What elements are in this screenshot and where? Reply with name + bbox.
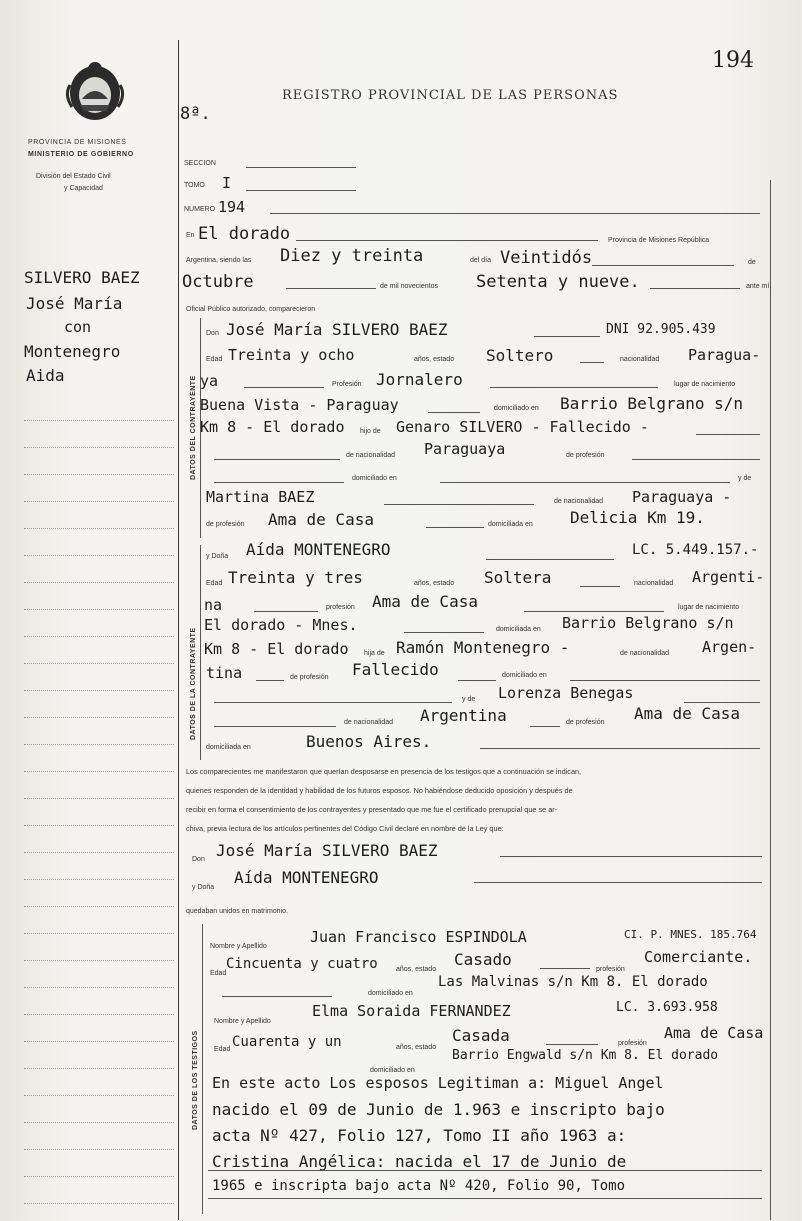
legitimacion-line-3: acta Nº 427, Folio 127, Tomo II año 1963 a:: [212, 1126, 627, 1145]
stub-line: [24, 744, 174, 745]
statement-don-label: Don: [192, 856, 205, 863]
f-madre-nac-line-a: [214, 726, 336, 727]
stub-line: [24, 987, 174, 988]
mes-value: Octubre: [182, 272, 254, 292]
lugar-line: [296, 240, 598, 241]
contrayente-nac-b: ya: [200, 372, 219, 390]
contrayente-f-bracket: [200, 545, 201, 760]
stub-line: [24, 771, 174, 772]
statement-dona-label: y Doña: [192, 884, 215, 891]
f-y-de-label: y de: [462, 696, 476, 703]
don-line: [534, 336, 600, 337]
t1-doc: CI. P. MNES. 185.764: [624, 928, 757, 941]
contrayente-f-profesion: Ama de Casa: [372, 592, 478, 611]
t1-nombre-label: Nombre y Apellido: [210, 943, 267, 950]
right-border: [770, 180, 771, 1220]
f-edad-label: Edad: [206, 580, 223, 587]
stub-line: [24, 717, 174, 718]
madre-line: [384, 504, 534, 505]
madre-prof-label: de profesión: [206, 521, 245, 528]
stub-line: [24, 609, 174, 610]
statement-line-3: recibir en forma el consentimiento de los contrayentes y presentado que me fue el certificado prenupcial que se ar-: [186, 805, 558, 814]
statement-line-1: Los comparecientes me manifestaron que querían desposarse en presencia de los testigos que a continuación se indican,: [186, 767, 582, 776]
t2-estado-line: [546, 1044, 598, 1045]
statement-dona: Aída MONTENEGRO: [234, 868, 379, 887]
stub-line: [24, 582, 174, 583]
f-madre-dom-label: domiciliada en: [206, 744, 251, 751]
stub-line: [24, 555, 174, 556]
header-division-2: y Capacidad: [64, 185, 103, 192]
f-madre-nac-line-b: [530, 726, 560, 727]
folio-number: 194: [712, 48, 754, 73]
t2-nombre: Elma Soraida FERNANDEZ: [312, 1002, 511, 1020]
padre-prof-line: [632, 459, 760, 460]
f-domicilio-label: domiciliada en: [496, 626, 541, 633]
stub-line: [24, 1176, 174, 1177]
legitimacion-line-5: 1965 e inscripta bajo acta Nº 420, Folio 90, Tomo: [212, 1178, 626, 1194]
contrayente-madre: Martina BAEZ: [206, 488, 315, 506]
padre-nac-line-a: [214, 459, 340, 460]
numero-line: [270, 213, 760, 214]
tomo-line: [246, 190, 356, 191]
t1-edad: Cincuenta y cuatro: [226, 956, 378, 972]
anios-label: años, estado: [414, 356, 455, 363]
contrayente-edad: Treinta y ocho: [228, 346, 355, 364]
stub-line: [24, 528, 174, 529]
contrayente-f-domicilio-a: Barrio Belgrano s/n: [562, 614, 734, 632]
stub-line: [24, 420, 174, 421]
stub-line: [24, 879, 174, 880]
t2-nombre-label: Nombre y Apellido: [214, 1018, 271, 1025]
t1-dom-label: domiciliado en: [368, 990, 413, 997]
f-padre-nac-line: [256, 680, 284, 681]
lugar-value: El dorado: [198, 224, 291, 244]
contrayente-lugar-nac: Buena Vista - Paraguay: [200, 396, 399, 414]
dia-label: del día: [470, 257, 492, 264]
nac-label: nacionalidad: [620, 356, 660, 363]
f-padre-prof-line: [458, 680, 496, 681]
f-madre-dom-line: [480, 748, 760, 749]
f-madre-line-a: [214, 702, 452, 703]
stub-line: [24, 852, 174, 853]
stub-line: [24, 1095, 174, 1096]
contrayente-f-madre-dom: Buenos Aires.: [306, 732, 432, 751]
margin-rule: [178, 40, 179, 1220]
contrayente-madre-dom: Delicia Km 19.: [570, 508, 705, 527]
stub-line: [24, 663, 174, 664]
don-label: Don: [206, 330, 219, 337]
t2-edad-label: Edad: [214, 1046, 231, 1053]
t1-estado-line: [540, 968, 590, 969]
contrayente-f-padre-nac-a: Argen-: [702, 638, 757, 656]
seccion-mark: 8ª.: [180, 104, 211, 124]
t2-dom-label: domiciliado en: [370, 1067, 415, 1074]
contrayente-f-padre-prof: Fallecido: [352, 660, 439, 679]
contrayente-domicilio-b: Km 8 - El dorado: [200, 418, 345, 436]
marginal-line-3: con: [64, 318, 92, 336]
y-de-label: y de: [738, 475, 752, 482]
contrayente-madre-prof: Ama de Casa: [268, 510, 374, 529]
madre-nac-label: de nacionalidad: [554, 498, 604, 505]
f-madre-line-b: [684, 702, 760, 703]
t1-anios-label: años, estado: [396, 966, 437, 973]
t1-dom: Las Malvinas s/n Km 8. El dorado: [438, 974, 708, 990]
contrayente-f-estado: Soltera: [484, 568, 552, 587]
estado-line: [580, 362, 604, 363]
t2-prof-label: profesión: [618, 1040, 647, 1047]
contrayente-madre-nac: Paraguaya -: [632, 488, 732, 506]
stub-line: [24, 1203, 174, 1204]
f-padre-dom-line: [570, 680, 760, 681]
f-profesion-label: profesión: [326, 604, 355, 611]
tomo-value: I: [222, 174, 232, 192]
contrayente-side-label: DATOS DEL CONTRAYENTE: [190, 375, 197, 480]
t2-doc: LC. 3.693.958: [616, 1000, 718, 1015]
stub-line: [24, 933, 174, 934]
seccion-line: [246, 167, 356, 168]
marginal-line-2: José María: [26, 294, 123, 313]
f-estado-line: [580, 586, 620, 587]
t1-prof: Comerciante.: [644, 948, 753, 966]
contrayente-domicilio-a: Barrio Belgrano s/n: [560, 394, 744, 413]
anio-line: [650, 288, 740, 289]
contrayente-f-edad: Treinta y tres: [228, 568, 363, 587]
provincial-crest-icon: [62, 55, 128, 127]
contrayente-f-padre: Ramón Montenegro -: [396, 638, 570, 657]
marginal-line-1: SILVERO BAEZ: [24, 268, 140, 287]
marginal-line-5: Aida: [26, 366, 65, 385]
statement-line-4: chiva, previa lectura de los artículos pertinentes del Código Civil declaré en nombre de la Ley que:: [186, 824, 504, 833]
statement-line-2: quienes responden de la identidad y habilidad de los futuros esposos. No habiéndose deducido oposición y después de: [186, 786, 573, 795]
domicilio-label: domiciliado en: [494, 405, 539, 412]
contrayente-f-lugar-nac: El dorado - Mnes.: [204, 616, 358, 634]
legitimacion-line-1: En este acto Los esposos Legitiman a: Miguel Angel: [212, 1074, 664, 1092]
madre-dom-label: domiciliada en: [488, 521, 533, 528]
contrayente-f-madre: Lorenza Benegas: [498, 684, 634, 702]
contrayente-nac-a: Paragua-: [688, 346, 761, 364]
t1-dom-line: [222, 996, 332, 997]
hora-value: Diez y treinta: [280, 246, 424, 266]
stub-line: [24, 960, 174, 961]
header-title: REGISTRO PROVINCIAL DE LAS PERSONAS: [282, 88, 619, 103]
f-madre-nac-label: de nacionalidad: [344, 719, 394, 726]
mes-line: [286, 288, 376, 289]
dia-value: Veintidós: [500, 248, 593, 268]
t2-estado: Casada: [452, 1026, 510, 1045]
f-nac-line: [254, 611, 318, 612]
f-padre-nac-label: de nacionalidad: [620, 650, 670, 657]
stub-line: [24, 1149, 174, 1150]
stub-line: [24, 1068, 174, 1069]
stub-line: [24, 690, 174, 691]
contrayente-f-side-label: DATOS DE LA CONTRAYENTE: [190, 627, 197, 740]
stub-line: [24, 798, 174, 799]
stub-line: [24, 636, 174, 637]
t1-estado: Casado: [454, 950, 512, 969]
stub-line: [24, 474, 174, 475]
legit-rule-2: [208, 1198, 762, 1199]
lugar-nac-label: lugar de nacimiento: [674, 381, 736, 388]
numero-label: NUMERO: [184, 206, 216, 213]
padre-line: [696, 434, 760, 435]
marginal-line-4: Montenegro: [24, 342, 121, 361]
padre-dom-line-a: [214, 482, 344, 483]
padre-prof-label: de profesión: [566, 452, 605, 459]
t1-edad-label: Edad: [210, 970, 227, 977]
profesion-line: [490, 387, 658, 388]
contrayente-profesion: Jornalero: [376, 370, 463, 389]
de-label: de: [748, 259, 756, 266]
contrayente-f-domicilio-b: Km 8 - El dorado: [204, 640, 349, 658]
provincia-label: Provincia de Misiones República: [608, 237, 710, 244]
stub-line: [24, 447, 174, 448]
contrayente-padre-nac: Paraguaya: [424, 440, 506, 458]
contrayente-f-madre-nac: Argentina: [420, 706, 507, 725]
lugar-nac-line: [428, 412, 480, 413]
stub-line: [24, 906, 174, 907]
argentina-label: Argentina, siendo las: [186, 257, 252, 264]
numero-value: 194: [218, 198, 246, 216]
contrayente-f-lc: LC. 5.449.157.-: [632, 542, 759, 558]
padre-dom-label: domiciliado en: [352, 475, 397, 482]
f-padre-prof-label: de profesión: [290, 674, 329, 681]
tomo-label: TOMO: [184, 182, 205, 189]
t2-anios-label: años, estado: [396, 1044, 437, 1051]
testigos-bracket: [202, 924, 203, 1214]
statement-don: José María SILVERO BAEZ: [216, 841, 438, 860]
seccion-label: SECCION: [184, 160, 216, 167]
f-profesion-line: [524, 611, 664, 612]
stub-line: [24, 1122, 174, 1123]
hija-label: hija de: [364, 650, 385, 657]
testigos-side-label: DATOS DE LOS TESTIGOS: [192, 1030, 199, 1130]
statement-unidos: quedaban unidos en matrimonio.: [186, 908, 288, 915]
f-lugar-nac-label: lugar de nacimiento: [678, 604, 740, 611]
contrayente-f-padre-nac-b: tina: [206, 664, 243, 682]
stub-line: [24, 825, 174, 826]
statement-don-line: [500, 856, 762, 857]
f-madre-prof-label: de profesión: [566, 719, 605, 726]
stub-line: [24, 501, 174, 502]
f-anios-label: años, estado: [414, 580, 455, 587]
legitimacion-line-4: Cristina Angélica: nacida el 17 de Junio de: [212, 1152, 627, 1171]
stub-line: [24, 1041, 174, 1042]
hijo-label: hijo de: [360, 428, 381, 435]
t2-edad: Cuarenta y un: [232, 1034, 342, 1050]
en-label: En: [186, 232, 195, 239]
stub-line: [24, 1014, 174, 1015]
edad-label: Edad: [206, 356, 223, 363]
contrayente-f-nombre: Aída MONTENEGRO: [246, 540, 391, 559]
oficial-label: Oficial Público autorizado, comparecieron: [186, 306, 316, 313]
legitimacion-line-2: nacido el 09 de Junio de 1.963 e inscripto bajo: [212, 1100, 665, 1119]
contrayente-f-nac-b: na: [204, 596, 223, 614]
f-lugar-nac-line: [404, 632, 484, 633]
legit-rule-1: [208, 1170, 762, 1171]
anio-value: Setenta y nueve.: [476, 272, 640, 292]
anio-label: de mil novecientos: [380, 283, 438, 290]
header-division-1: División del Estado Civil: [36, 173, 111, 180]
padre-nac-label: de nacionalidad: [346, 452, 396, 459]
t1-prof-label: profesión: [596, 966, 625, 973]
contrayente-f-nac-a: Argenti-: [692, 568, 765, 586]
contrayente-estado: Soltero: [486, 346, 554, 365]
dia-line: [592, 265, 734, 266]
dona-line: [486, 559, 614, 560]
profesion-label: Profesión: [332, 381, 362, 388]
statement-dona-line: [474, 882, 762, 883]
header-ministry: MINISTERIO DE GOBIERNO: [28, 151, 134, 158]
t2-dom: Barrio Engwald s/n Km 8. El dorado: [452, 1048, 719, 1063]
madre-prof-line: [426, 527, 484, 528]
ante-label: ante mí,: [746, 283, 772, 290]
header-province: PROVINCIA DE MISIONES: [28, 139, 127, 146]
f-padre-dom-label: domiciliado en: [502, 672, 547, 679]
f-nac-label: nacionalidad: [634, 580, 674, 587]
contrayente-f-madre-prof: Ama de Casa: [634, 704, 740, 723]
dona-label: y Doña: [206, 553, 229, 560]
t1-nombre: Juan Francisco ESPINDOLA: [310, 928, 527, 946]
contrayente-padre: Genaro SILVERO - Fallecido -: [396, 418, 649, 436]
contrayente-dni: DNI 92.905.439: [606, 322, 716, 337]
contrayente-nombre: José María SILVERO BAEZ: [226, 320, 448, 339]
padre-dom-line-b: [440, 482, 730, 483]
t2-prof: Ama de Casa: [664, 1024, 764, 1042]
nac-line: [244, 387, 324, 388]
